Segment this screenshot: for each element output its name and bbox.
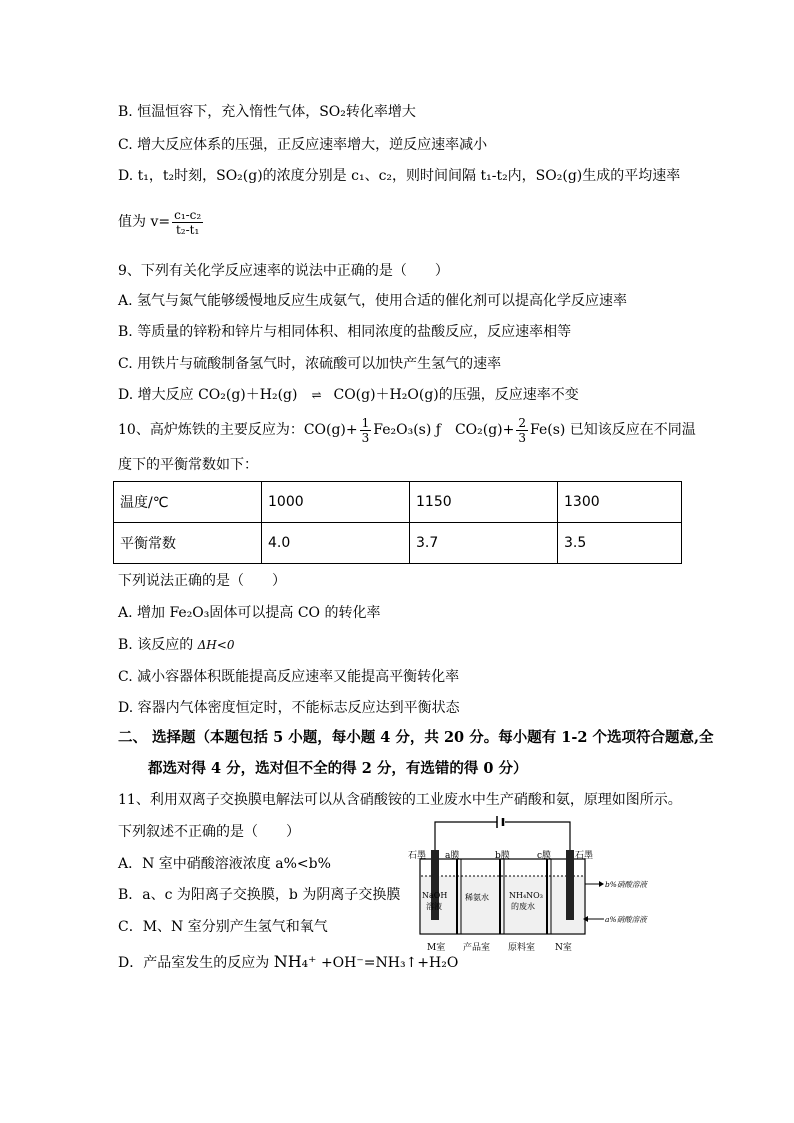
q9-option-c: C. 用铁片与硫酸制备氢气时，浓硫酸可以加快产生氢气的速率	[118, 356, 502, 372]
label-solution: 溶液	[426, 902, 442, 911]
q10-stem-line2: 度下的平衡常数如下：	[118, 457, 258, 473]
label-nh4no3: NH₄NO₃	[509, 891, 543, 900]
q10-fraction-2	[516, 416, 528, 445]
section-2-title-line2: 都选对得 4 分，选对但不全的得 2 分，有选错的得 0 分）	[148, 760, 528, 777]
label-naoh: NaOH	[422, 891, 448, 900]
q9-option-a: A. 氢气与氮气能够缓慢地反应生成氨气，使用合适的催化剂可以提高化学反应速率	[118, 293, 628, 309]
q10-question: 下列说法正确的是（ ）	[118, 573, 286, 589]
electrolysis-cell-diagram	[405, 814, 647, 959]
fraction-denominator: 3	[518, 430, 526, 445]
q9-option-d-prefix: D. 增大反应 CO₂(g)＋H₂(g)	[118, 387, 298, 403]
label-product-chamber: 产品室	[463, 943, 491, 953]
fraction-denominator: 3	[361, 430, 370, 445]
label-n-chamber: N室	[555, 943, 572, 953]
fraction-numerator: 1	[361, 415, 370, 430]
label-m-chamber: M室	[427, 943, 446, 953]
table-cell: 3.7	[410, 523, 558, 564]
outflow-arrow-icon	[599, 881, 604, 887]
q11-option-b: B．a、c 为阳离子交换膜，b 为阴离子交换膜	[118, 887, 401, 903]
q10-stem-suffix: Fe(s) 已知该反应在不同温	[530, 422, 696, 438]
q8-option-b: B. 恒温恒容下，充入惰性气体，SO₂转化率增大	[118, 104, 416, 120]
q10-stem-prefix: 10、高炉炼铁的主要反应为：CO(g)+	[118, 422, 358, 438]
q10-stem	[118, 412, 696, 448]
q10-fraction-1	[360, 416, 372, 445]
label-membrane-b: b膜	[495, 851, 510, 861]
q8-option-c: C. 增大反应体系的压强，正反应速率增大，逆反应速率减小	[118, 137, 488, 153]
table-cell: 温度/℃	[114, 482, 262, 523]
label-graphite-right: 石墨	[575, 851, 594, 861]
q11-option-a: A．N 室中硝酸溶液浓度 a%<b%	[118, 856, 331, 872]
fraction-numerator: c₁-c₂	[174, 207, 202, 222]
equilibrium-constant-table	[113, 481, 682, 564]
circuit-wire-left	[435, 822, 497, 850]
table-cell: 平衡常数	[114, 523, 262, 564]
q11-question: 下列叙述不正确的是（ ）	[118, 824, 300, 840]
table-row	[114, 482, 682, 523]
q10-option-c: C. 减小容器体积既能提高反应速率又能提高平衡转化率	[118, 669, 460, 685]
q11-option-d-suffix: +OH⁻=NH₃↑+H₂O	[316, 955, 459, 971]
table-cell: 4.0	[262, 523, 410, 564]
q10-option-d: D. 容器内气体密度恒定时，不能标志反应达到平衡状态	[118, 700, 460, 716]
equilibrium-arrow-icon: ⇌	[311, 388, 320, 402]
q9-stem: 9、下列有关化学反应速率的说法中正确的是（ ）	[118, 263, 449, 279]
label-inflow: a%硝酸溶液	[605, 915, 647, 924]
table-cell: 1000	[262, 482, 410, 523]
q10-option-b-prefix: B. 该反应的	[118, 637, 198, 653]
q10-option-a: A. 增加 Fe₂O₃固体可以提高 CO 的转化率	[118, 605, 381, 621]
table-cell: 1150	[410, 482, 558, 523]
q8-option-d: D. t₁，t₂时刻，SO₂(g)的浓度分别是 c₁、c₂，则时间间隔 t₁-t₂内，SO₂(g)生成的平均速率	[118, 168, 681, 184]
q8-option-d-formula	[118, 204, 205, 240]
q10-stem-mid: Fe₂O₃(s) ƒ CO₂(g)+	[373, 422, 515, 438]
graphite-electrode-right	[566, 850, 574, 920]
label-membrane-a: a膜	[445, 851, 460, 861]
label-membrane-c: c膜	[537, 851, 552, 861]
q11-option-d-ion: NH₄⁺	[273, 952, 317, 971]
q9-option-d-suffix: CO(g)＋H₂O(g)的压强，反应速率不变	[333, 387, 579, 403]
fraction-denominator: t₂-t₁	[175, 222, 200, 237]
section-2-title: 二、 选择题（本题包括 5 小题，每小题 4 分，共 20 分。每小题有 1-2 个选项符合题意,全	[118, 729, 714, 746]
electrolyte	[421, 876, 584, 933]
label-graphite-left: 石墨	[408, 851, 427, 861]
q11-option-d-prefix: D．产品室发生的反应为	[118, 955, 274, 971]
q8-formula-prefix: 值为 v=	[118, 214, 171, 230]
circuit-wire-right	[505, 822, 570, 850]
label-dilute-ammonia: 稀氨水	[465, 893, 489, 902]
q8-rate-fraction	[172, 208, 203, 237]
table-cell: 1300	[558, 482, 682, 523]
table-cell: 3.5	[558, 523, 682, 564]
label-outflow: b%硝酸溶液	[605, 880, 647, 889]
q9-option-b: B. 等质量的锌粉和锌片与相同体积、相同浓度的盐酸反应，反应速率相等	[118, 324, 572, 340]
fraction-numerator: 2	[518, 415, 526, 430]
label-waste: 的废水	[511, 902, 535, 911]
q11-option-c: C．M、N 室分别产生氢气和氧气	[118, 919, 328, 935]
q10-option-b-math: ΔH<0	[197, 638, 235, 652]
q10-option-b	[118, 636, 234, 654]
q11-stem: 11、利用双离子交换膜电解法可以从含硝酸铵的工业废水中生产硝酸和氨，原理如图所示。	[118, 792, 682, 808]
q9-option-d	[118, 386, 579, 404]
label-raw-chamber: 原料室	[508, 943, 536, 953]
table-row	[114, 523, 682, 564]
